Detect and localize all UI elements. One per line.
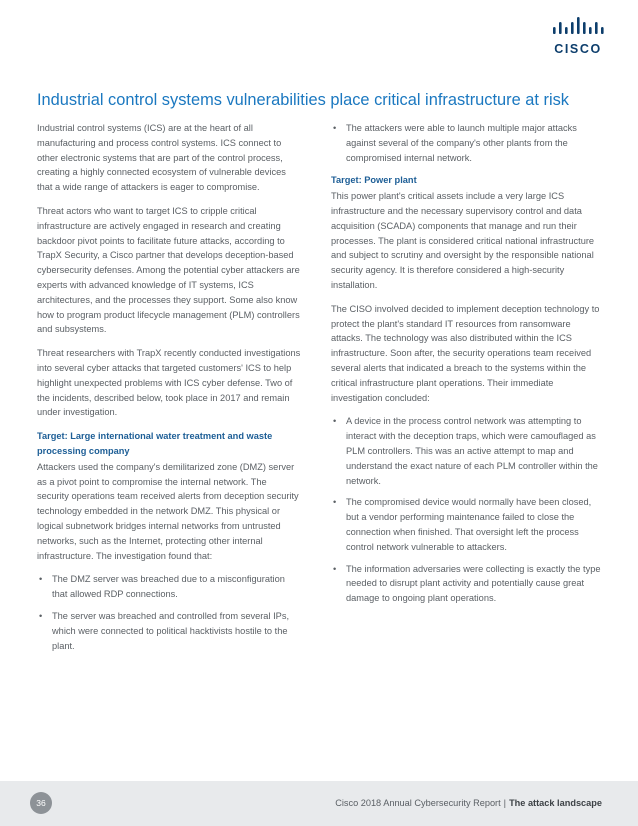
water-treatment-findings-continued [331, 121, 602, 165]
list-item [37, 609, 301, 653]
bullet-icon: • [333, 563, 337, 574]
water-treatment-paragraph: Attackers used the company's demilitarized zone (DMZ) server as a pivot point to compromise the internal network. The security operations team received alerts from deception security technology embedded in the network DMZ. This physical or logical subnetwork bridges internal networks from untrusted networks, such as the Internet, protecting other internal infrastructure. The investigation found that: [37, 461, 299, 561]
bullet-icon: • [333, 497, 337, 508]
bullet-icon: • [39, 610, 43, 621]
cisco-wordmark: CISCO [554, 42, 602, 56]
list-item [331, 495, 602, 554]
list-item-text: The DMZ server was breached due to a misconfiguration that allowed RDP connections. [52, 574, 285, 600]
report-name: Cisco 2018 Annual Cybersecurity Report [335, 798, 501, 808]
list-item-text: The compromised device would normally have been closed, but a vendor performing maintenance failed to close the connection when finished. That oversight left the process control network vulnerable to attackers. [346, 497, 592, 552]
threat-actors-paragraph: Threat actors who want to target ICS to cripple critical infrastructure are actively engaged in research and creating backdoor pivot points to facilitate future attacks, according to TrapX Security, a Cisco partner that develops deception-based cybersecurity defenses. Among the potential cyber attackers are experts with advanced knowledge of IT systems, ICS architectures, and the processes they support. Some also know how to program product lifecycle management (PLM) controllers and subsystems. [37, 205, 300, 335]
page-footer [0, 781, 638, 826]
water-treatment-heading: Target: Large international water treatment and waste processing company [37, 431, 273, 456]
list-item-text: A device in the process control network was attempting to interact with the deception traps, which were camouflaged as PLM controllers. This was an active attempt to map and understand the exact nature of each PLM controller within the network. [346, 416, 598, 486]
ciso-paragraph: The CISO involved decided to implement deception technology to protect the plant's standard IT resources from ransomware attacks. The technology was also distributed within the ICS infrastructure. Soon after, the security operations team received several alerts that indicated a breach to the systems within the critical infrastructure plant operations. Their immediate investigation concluded: [331, 303, 600, 403]
list-item [331, 414, 602, 488]
bullet-icon: • [39, 574, 43, 585]
footer-report-title [335, 797, 602, 809]
section-name: The attack landscape [509, 798, 602, 808]
list-item [331, 562, 602, 606]
intro-paragraph: Industrial control systems (ICS) are at the heart of all manufacturing and process control systems. ICS connect to other electronic systems that are part of the control process, creating a highly connected ecosystem of vulnerable devices that a wide range of attackers is eager to compromise. [37, 123, 286, 193]
power-plant-paragraph: This power plant's critical assets include a very large ICS infrastructure and the necessary supervisory control and data acquisition (SCADA) components that manage and run their processes. The plant is considered critical national infrastructure and subject to scrutiny and oversight by the responsible national security agency. It is therefore considered a high-security installation. [331, 191, 595, 290]
list-item [331, 121, 602, 165]
left-column [37, 121, 301, 661]
researchers-paragraph: Threat researchers with TrapX recently conducted investigations into several cyber attacks that targeted customers' ICS to help highlight unexpected problems with ICS cyber defense. Two of the incidents, described below, took place in 2017 and remain under investigation. [37, 348, 301, 418]
footer-separator: | [503, 798, 507, 808]
right-column [331, 121, 602, 614]
list-item [37, 572, 301, 602]
page-number-badge: 36 [30, 792, 52, 814]
cisco-logo [548, 17, 608, 61]
list-item-text: The server was breached and controlled from several IPs, which were connected to political hacktivists hostile to the plant. [52, 610, 290, 651]
power-plant-findings-list [331, 414, 602, 606]
water-treatment-findings-list [37, 572, 301, 653]
list-item-text: The attackers were able to launch multiple major attacks against several of the company's other plants from the compromised internal network. [346, 123, 577, 163]
bullet-icon: • [333, 123, 337, 133]
list-item-text: The information adversaries were collecting is exactly the type needed to disrupt plant activity and potentially cause great damage to ongoing plant operations. [346, 563, 601, 604]
cisco-bridge-bars-icon [548, 17, 608, 39]
bullet-icon: • [333, 416, 337, 427]
page-title: Industrial control systems vulnerabilities place critical infrastructure at risk [37, 91, 569, 109]
power-plant-heading: Target: Power plant [331, 175, 417, 186]
